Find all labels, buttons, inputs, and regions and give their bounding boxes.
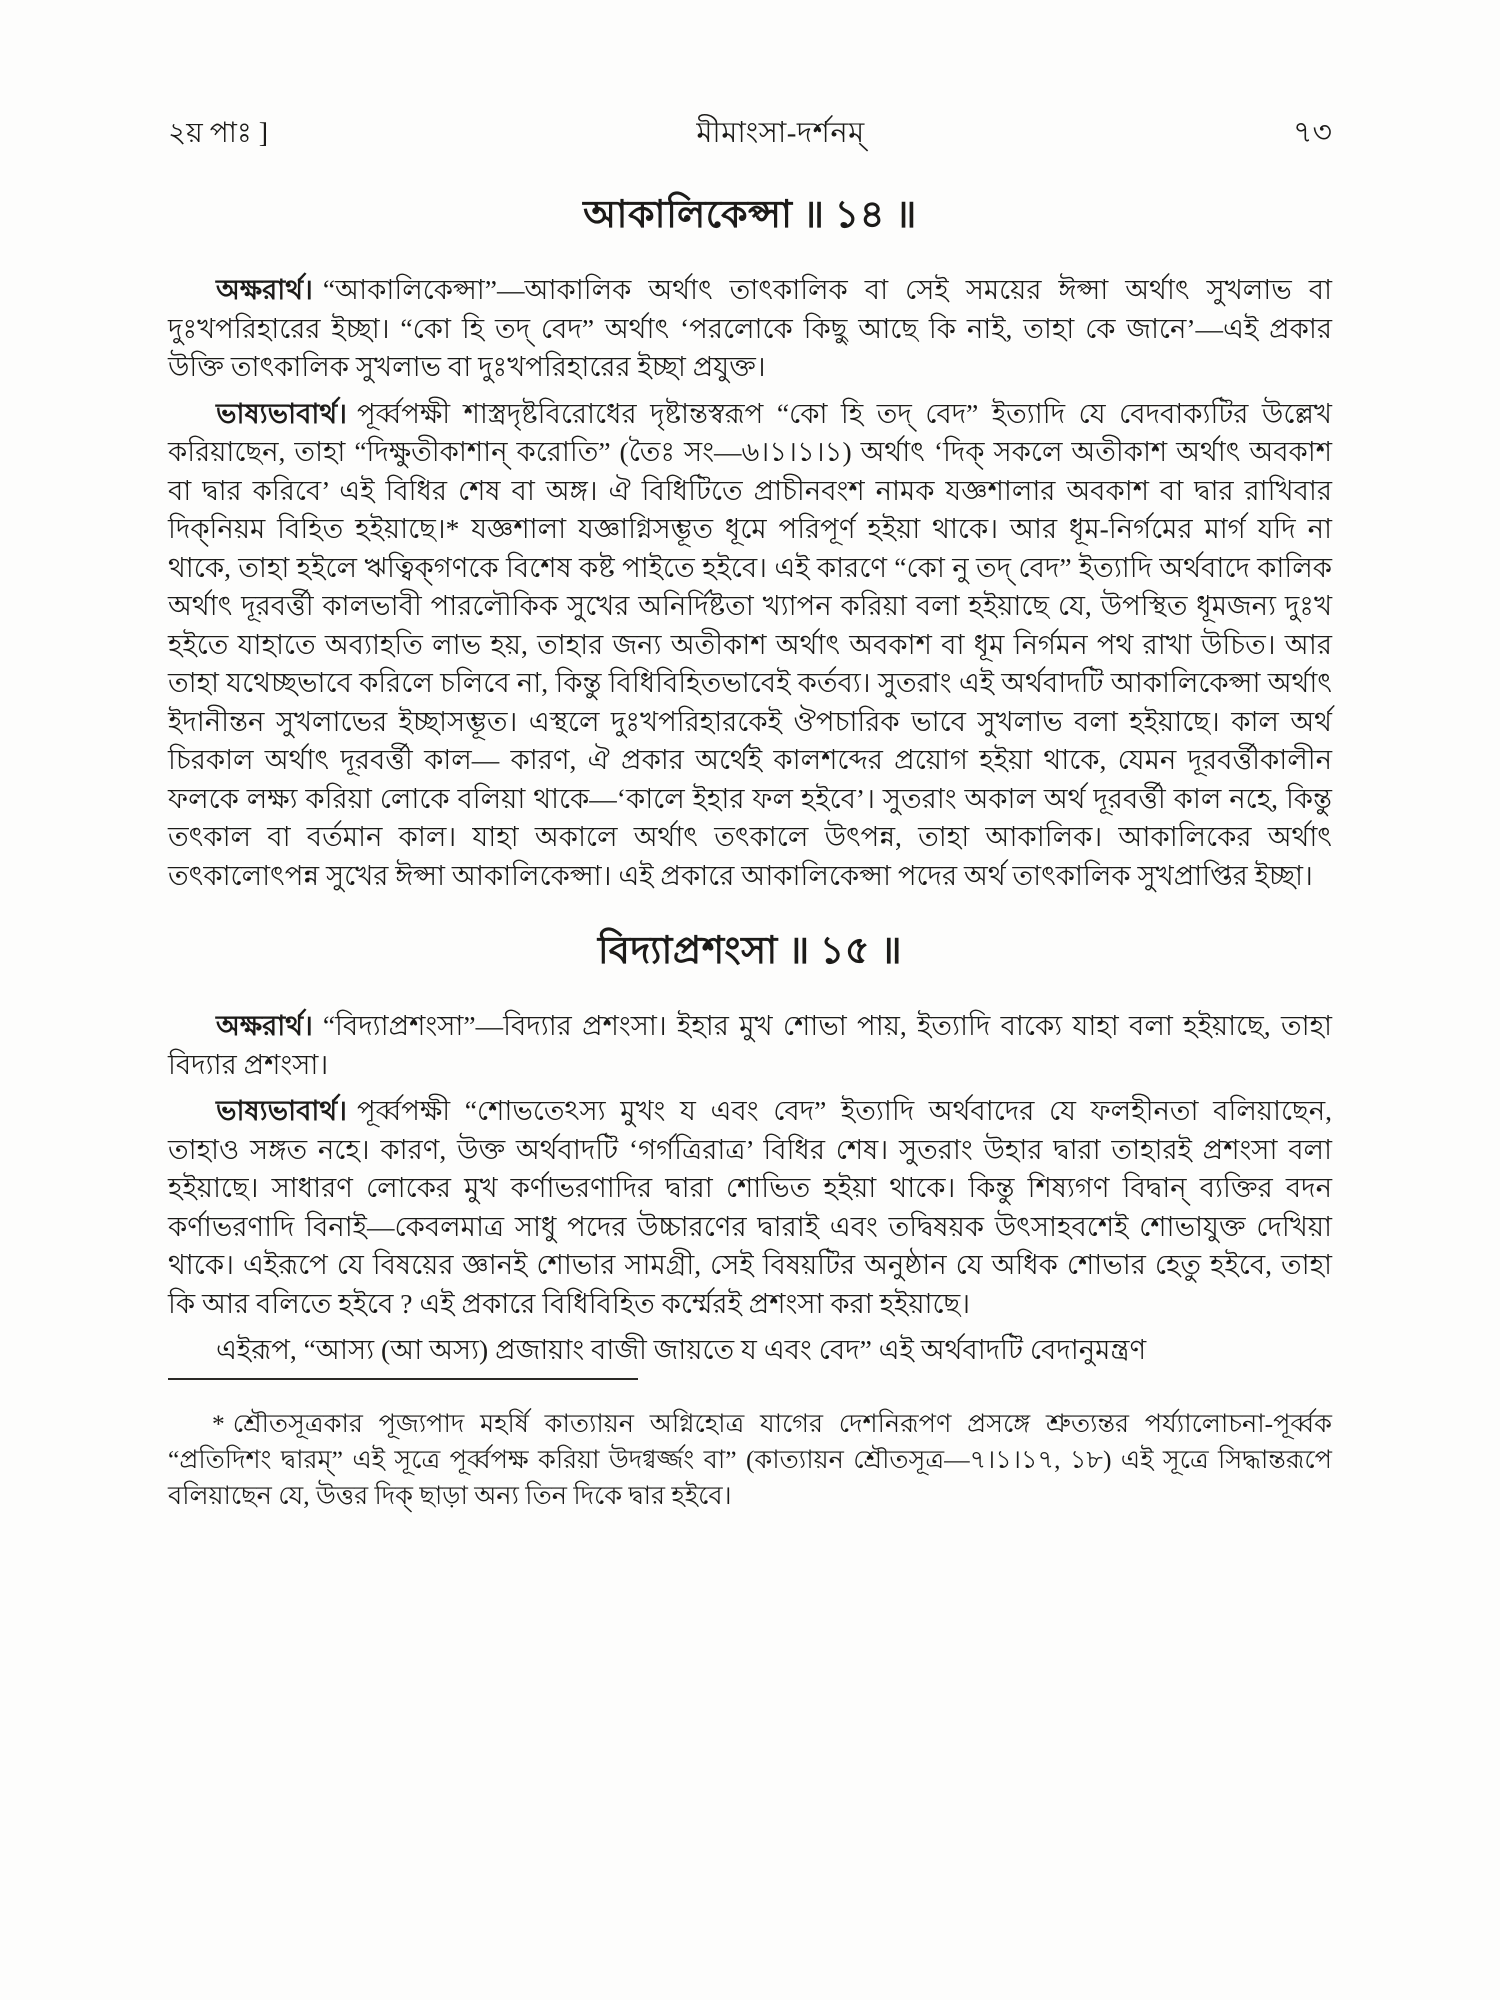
footnote-block <box>168 1378 1332 1539</box>
paragraph-lead: অক্ষরার্থ। <box>216 274 313 305</box>
footnote-asterisk-marker: * <box>212 1408 225 1438</box>
footnote-divider <box>168 1378 638 1380</box>
header-page-number: ৭৩ <box>1292 116 1332 149</box>
page-header <box>168 108 1332 159</box>
section-2-paragraph-2 <box>168 1092 1332 1323</box>
paragraph-text: “আকালিকেপ্সা”—আকালিক অর্থাৎ তাৎকালিক বা সেই সময়ের ঈপ্সা অর্থাৎ সুখলাভ বা দুঃখপরিহারের ইচ্ছা। “কো হি তদ্ বেদ” অর্থাৎ ‘পরলোকে কিছু আছে কি নাই, তাহা কে জানে’—এই প্রকার উক্তি তাৎকালিক সুখলাভ বা দুঃখপরিহারের ইচ্ছা প্রযুক্ত। <box>168 274 1332 382</box>
paragraph-lead: ভাষ্যভাবার্থ। <box>216 1095 347 1126</box>
section-2-paragraph-1 <box>168 1007 1332 1084</box>
footnote-body: শ্রৌতসূত্রকার পূজ্যপাদ মহর্ষি কাত্যায়ন অগ্নিহোত্র যাগের দেশনিরূপণ প্রসঙ্গে শ্রুত্যন্তর পর্য্যালোচনা-পূর্ব্বক “প্রতিদিশং দ্বারম্” এই সূত্রে পূর্ব্বপক্ষ করিয়া উদগ্বর্জ্জং বা” (কাত্যায়ন শ্রৌতসূত্র—৭।১।১৭, ১৮) এই সূত্রে সিদ্ধান্তরূপে বলিয়াছেন যে, উত্তর দিক্ ছাড়া অন্য তিন দিকে দ্বার হইবে। <box>168 1408 1332 1510</box>
paragraph-lead: অক্ষরার্থ। <box>216 1010 313 1041</box>
header-part-label: ২য় পাঃ ] <box>168 118 269 149</box>
paragraph-text: পূর্ব্বপক্ষী শাস্ত্রদৃষ্টবিরোধের দৃষ্টান্তস্বরূপ “কো হি তদ্ বেদ” ইত্যাদি যে বেদবাক্যটির উল্লেখ করিয়াছেন, তাহা “দিক্ষুতীকাশান্ করোতি” (তৈঃ সং—৬।১।১।১) অর্থাৎ ‘দিক্ সকলে অতীকাশ অর্থাৎ অবকাশ বা দ্বার করিবে’ এই বিধির শেষ বা অঙ্গ। ঐ বিধিটিতে প্রাচীনবংশ নামক যজ্ঞশালার অবকাশ বা দ্বার রাখিবার দিক্‌নিয়ম বিহিত হইয়াছে।* যজ্ঞশালা যজ্ঞাগ্নিসম্ভূত ধূমে পরিপূর্ণ হইয়া থাকে। আর ধূম-নির্গমের মার্গ যদি না থাকে, তাহা হইলে ঋত্বিক্‌গণকে বিশেষ কষ্ট পাইতে হইবে। এই কারণে “কো নু তদ্ বেদ” ইত্যাদি অর্থবাদে কালিক অর্থাৎ দূরবর্ত্তী কালভাবী পারলৌকিক সুখের অনির্দিষ্টতা খ্যাপন করিয়া বলা হইয়াছে যে, উপস্থিত ধূমজন্য দুঃখ হইতে যাহাতে অব্যাহতি লাভ হয়, তাহার জন্য অতীকাশ অর্থাৎ অবকাশ বা ধূম নির্গমন পথ রাখা উচিত। আর তাহা যথেচ্ছভাবে করিলে চলিবে না, কিন্তু বিধিবিহিতভাবেই কর্তব্য। সুতরাং এই অর্থবাদটি আকালিকেপ্সা অর্থাৎ ইদানীন্তন সুখলাভের ইচ্ছাসম্ভূত। এস্থলে দুঃখপরিহারকেই ঔপচারিক ভাবে সুখলাভ বলা হইয়াছে। কাল অর্থ চিরকাল অর্থাৎ দূরবর্ত্তী কাল— কারণ, ঐ প্রকার অর্থেই কালশব্দের প্রয়োগ হইয়া থাকে, যেমন দূরবর্ত্তীকালীন ফলকে লক্ষ্য করিয়া লোকে বলিয়া থাকে—‘কালে ইহার ফল হইবে’। সুতরাং অকাল অর্থ দূরবর্ত্তী কাল নহে, কিন্তু তৎকাল বা বর্তমান কাল। যাহা অকালে অর্থাৎ তৎকালে উৎপন্ন, তাহা আকালিক। আকালিকের অর্থাৎ তৎকালোৎপন্ন সুখের ঈপ্সা আকালিকেপ্সা। এই প্রকারে আকালিকেপ্সা পদের অর্থ তাৎকালিক সুখপ্রাপ্তির ইচ্ছা। <box>168 397 1333 891</box>
header-book-title: মীমাংসা-দর্শনম্ <box>696 117 865 149</box>
section-1-paragraph-1 <box>168 271 1332 387</box>
section-1-heading: আকালিকেপ্সা ॥ ১৪ ॥ <box>583 194 917 236</box>
paragraph-text: পূর্ব্বপক্ষী “শোভতেঽস্য মুখং য এবং বেদ” ইত্যাদি অর্থবাদের যে ফলহীনতা বলিয়াছেন, তাহাও সঙ্গত নহে। কারণ, উক্ত অর্থবাদটি ‘গর্গত্রিরাত্র’ বিধির শেষ। সুতরাং উহার দ্বারা তাহারই প্রশংসা বলা হইয়াছে। সাধারণ লোকের মুখ কর্ণাভরণাদির দ্বারা শোভিত হইয়া থাকে। কিন্তু শিষ্যগণ বিদ্বান্ ব্যক্তির বদন কর্ণাভরণাদি বিনাই—কেবলমাত্র সাধু পদের উচ্চারণের দ্বারাই এবং তদ্বিষয়ক উৎসাহবশেই শোভাযুক্ত দেখিয়া থাকে। এইরূপে যে বিষয়ের জ্ঞানই শোভার সামগ্রী, সেই বিষয়টির অনুষ্ঠান যে অধিক শোভার হেতু হইবে, তাহা কি আর বলিতে হইবে ? এই প্রকারে বিধিবিহিত কর্ম্মেরই প্রশংসা করা হইয়াছে। <box>168 1095 1332 1319</box>
paragraph-lead: ভাষ্যভাবার্থ। <box>216 397 347 429</box>
paragraph-text: “বিদ্যাপ্রশংসা”—বিদ্যার প্রশংসা। ইহার মুখ শোভা পায়, ইত্যাদি বাক্যে যাহা বলা হইয়াছে, তাহা বিদ্যার প্রশংসা। <box>168 1010 1332 1080</box>
paragraph-text: এইরূপ, “আস্য (আ অস্য) প্রজায়াং বাজী জায়তে য এবং বেদ” এই অর্থবাদটি বেদানুমন্ত্রণ <box>216 1334 1147 1365</box>
footnote-text <box>168 1406 1332 1514</box>
section-1-paragraph-2 <box>168 395 1332 896</box>
section-2-heading: বিদ্যাপ্রশংসা ॥ ১৫ ॥ <box>597 930 903 972</box>
section-2-paragraph-3 <box>168 1331 1332 1370</box>
